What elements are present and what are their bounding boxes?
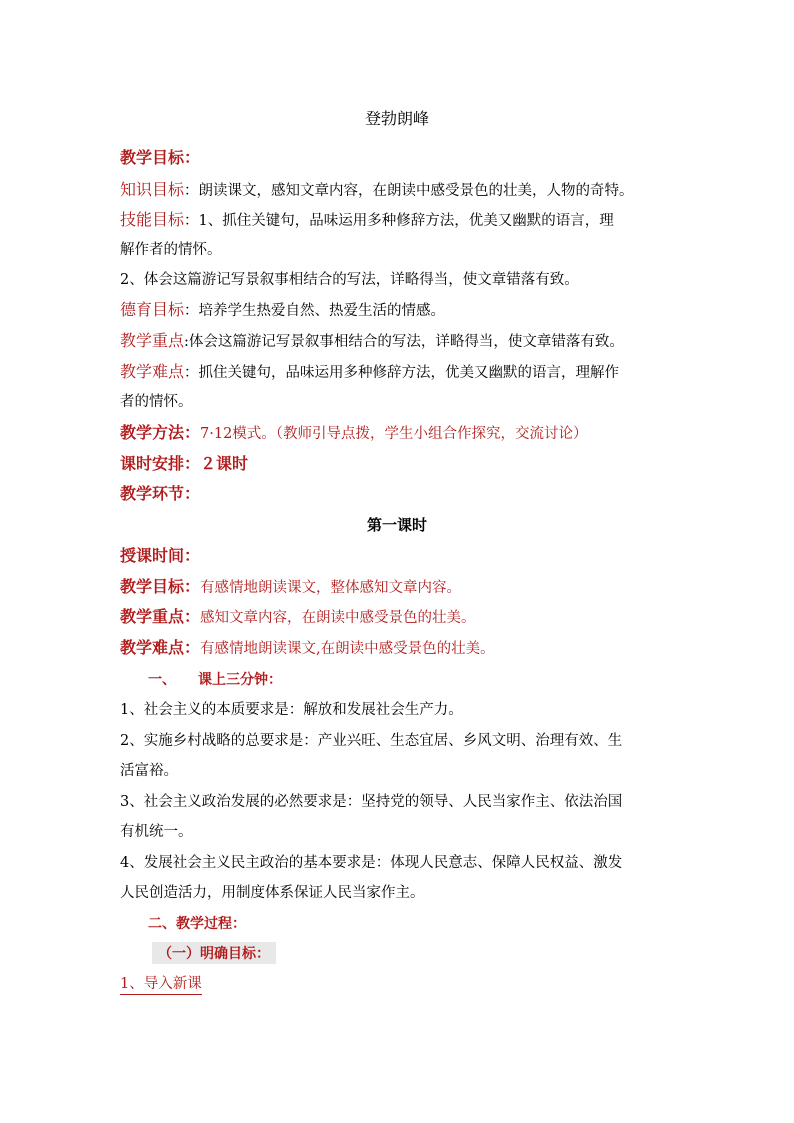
list-item: 人民创造活力，用制度体系保证人民当家作主。 [120, 885, 425, 901]
skill-text-line2: 解作者的情怀。 [120, 242, 222, 258]
teaching-method [120, 423, 680, 444]
difficulty-label: 教学难点 [120, 362, 185, 381]
key-point-text: :体会这篇游记写景叙事相结合的写法，详略得当，使文章错落有致。 [184, 334, 624, 350]
list-item: 有机统一。 [120, 824, 193, 840]
lesson1-difficulty [120, 638, 680, 659]
skill-objective [120, 210, 680, 231]
objectives-heading: 教学目标： [120, 148, 201, 167]
time-heading: 授课时间： [120, 546, 201, 565]
lesson-title: 第一课时 [366, 516, 427, 534]
key-point [120, 331, 680, 352]
moral-objective [120, 300, 680, 321]
list-item: 1、社会主义的本质要求是：解放和发展社会生产力。 [120, 702, 463, 718]
key-point-label: 教学重点 [120, 331, 185, 350]
skill-label: 技能目标 [120, 210, 185, 229]
part-two-heading: 二、教学过程： [148, 916, 246, 932]
l1-objective-text: 有感情地朗读课文，整体感知文章内容。 [200, 580, 462, 596]
lesson1-key [120, 607, 680, 628]
l1-difficulty-text: 有感情地朗读课文,在朗读中感受景色的壮美。 [200, 641, 495, 657]
schedule-text: ２课时 [200, 454, 249, 473]
moral-text: ：培养学生热爱自然、热爱生活的情感。 [184, 303, 446, 319]
skill-text-line1: ：1、抓住关键句，品味运用多种修辞方法，优美又幽默的语言，理 [184, 213, 614, 229]
method-label: 教学方法： [120, 423, 201, 442]
part-one-num: 一、 [148, 672, 176, 688]
schedule-label: 课时安排： [120, 454, 201, 473]
process-heading: 教学环节： [120, 484, 201, 503]
l1-key-text: 感知文章内容，在朗读中感受景色的壮美。 [200, 610, 476, 626]
l1-key-label: 教学重点： [120, 607, 201, 626]
lesson1-objective [120, 577, 680, 598]
list-item: 2、实施乡村战略的总要求是：产业兴旺、生态宜居、乡风文明、治理有效、生 [120, 733, 623, 749]
method-text: 7·12模式。（教师引导点拨，学生小组合作探究，交流讨论） [200, 426, 588, 442]
moral-label: 德育目标 [120, 300, 185, 319]
part-one-text: 课上三分钟： [198, 672, 282, 688]
difficulty-text-line1: ：抓住关键句，品味运用多种修辞方法，优美又幽默的语言，理解作 [184, 365, 620, 381]
knowledge-objective [120, 180, 680, 201]
difficulty [120, 362, 680, 383]
list-item: 4、发展社会主义民主政治的基本要求是：体现人民意志、保障人民权益、激发 [120, 855, 623, 871]
l1-objective-label: 教学目标： [120, 577, 201, 596]
knowledge-label: 知识目标 [120, 180, 185, 199]
difficulty-text-line2: 者的情怀。 [120, 394, 193, 410]
document-title: 登勃朗峰 [364, 109, 429, 128]
list-item: 3、社会主义政治发展的必然要求是：坚持党的领导、人民当家作主、依法治国 [120, 794, 623, 810]
section-one-heading: （一）明确目标： [152, 942, 276, 964]
list-item: 活富裕。 [120, 763, 178, 779]
knowledge-text: ：朗读课文，感知文章内容，在朗读中感受景色的壮美，人物的奇特。 [184, 183, 634, 199]
schedule [120, 454, 680, 475]
skill-objective-2: 2、体会这篇游记写景叙事相结合的写法，详略得当，使文章错落有致。 [120, 272, 579, 288]
l1-difficulty-label: 教学难点： [120, 638, 201, 657]
part-one-heading [148, 670, 708, 690]
sub-one-link[interactable]: 1、导入新课 [120, 974, 202, 995]
